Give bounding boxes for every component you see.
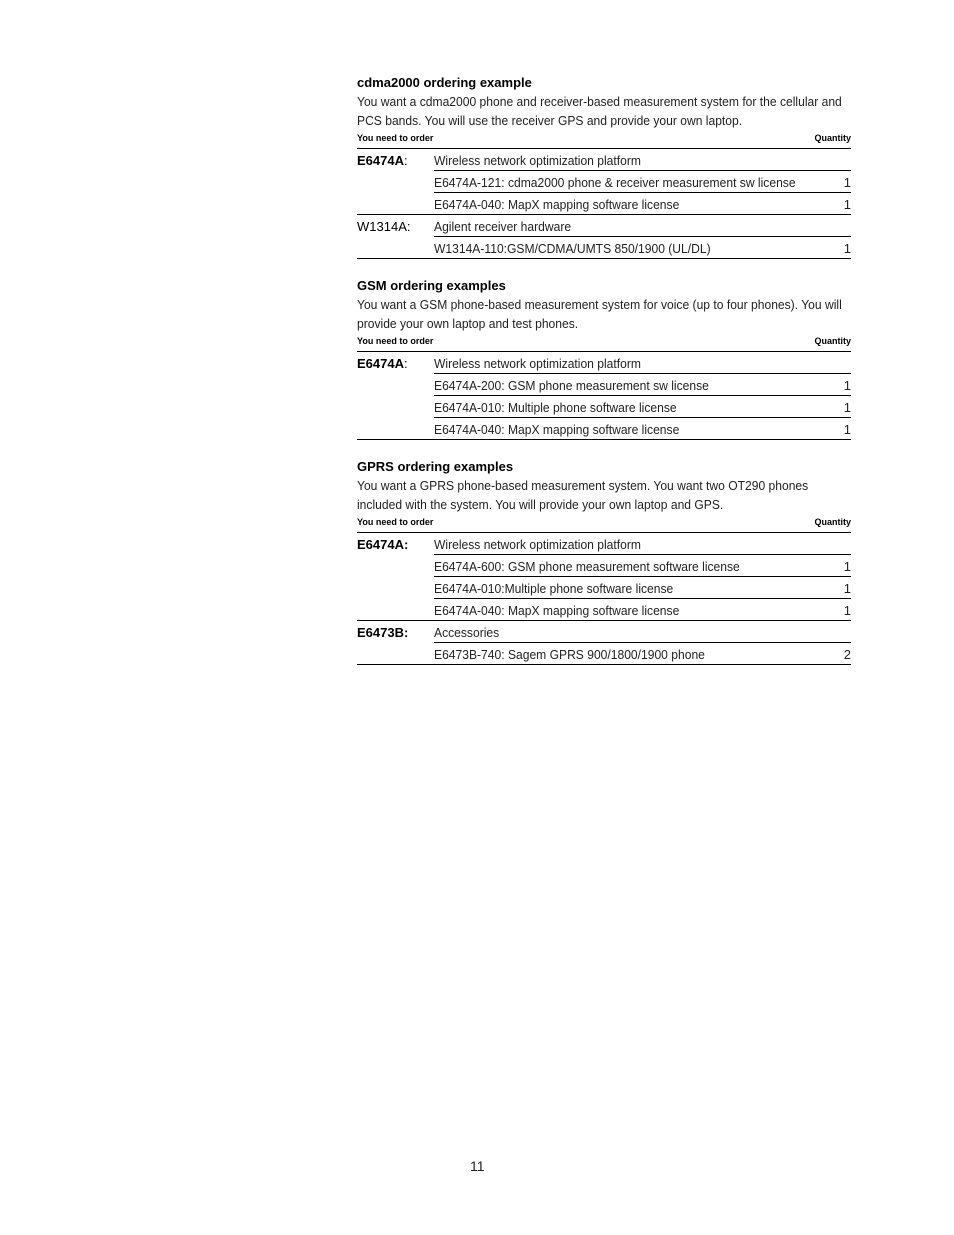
group-title: Agilent receiver hardware xyxy=(434,218,572,234)
section-cdma2000 xyxy=(357,74,851,259)
table-row xyxy=(357,643,851,665)
item-description: E6474A-040: MapX mapping software license xyxy=(434,196,680,212)
group-title: Wireless network optimization platform xyxy=(434,152,641,168)
section-description: You want a cdma2000 phone and receiver-based measurement system for the cellular and PCS bands. You will use the receiver GPS and provide your own laptop. xyxy=(357,94,842,128)
table-row xyxy=(357,621,851,643)
table-row xyxy=(357,374,851,396)
item-description: E6474A-600: GSM phone measurement software license xyxy=(434,558,740,574)
section-gprs xyxy=(357,458,851,665)
item-quantity: 1 xyxy=(843,240,851,256)
section-description: You want a GPRS phone-based measurement system. You want two OT290 phones included with the system. You will provide your own laptop and GPS. xyxy=(357,478,809,512)
part-number: W1314A: xyxy=(357,218,411,234)
column-headers xyxy=(357,132,851,149)
item-quantity: 1 xyxy=(843,377,851,393)
table-row xyxy=(357,599,851,621)
item-quantity: 1 xyxy=(843,558,851,574)
table-row xyxy=(357,149,851,171)
column-header-quantity: Quantity xyxy=(814,133,851,143)
section-gsm xyxy=(357,277,851,440)
item-quantity: 1 xyxy=(843,399,851,415)
section-title: GPRS ordering examples xyxy=(357,459,514,474)
column-header-quantity: Quantity xyxy=(814,336,851,346)
column-header-order: You need to order xyxy=(357,133,434,143)
item-quantity: 1 xyxy=(843,580,851,596)
group-title: Wireless network optimization platform xyxy=(434,536,641,552)
section-title: GSM ordering examples xyxy=(357,278,506,293)
item-quantity: 2 xyxy=(843,646,851,662)
table-row xyxy=(357,193,851,215)
item-description: W1314A-110:GSM/CDMA/UMTS 850/1900 (UL/DL) xyxy=(434,240,711,256)
table-row xyxy=(357,352,851,374)
item-description: E6473B-740: Sagem GPRS 900/1800/1900 phone xyxy=(434,646,705,662)
page-number: 11 xyxy=(470,1158,485,1174)
table-row xyxy=(357,418,851,440)
item-quantity: 1 xyxy=(843,602,851,618)
table-row xyxy=(357,577,851,599)
group-title: Accessories xyxy=(434,624,500,640)
column-header-quantity: Quantity xyxy=(814,517,851,527)
table-row xyxy=(357,237,851,259)
table-row xyxy=(357,555,851,577)
group-title: Wireless network optimization platform xyxy=(434,355,641,371)
section-description: You want a GSM phone-based measurement system for voice (up to four phones). You will provide your own laptop and test phones. xyxy=(357,297,842,331)
item-quantity: 1 xyxy=(843,174,851,190)
part-number: E6474A: xyxy=(357,152,408,168)
table-row xyxy=(357,396,851,418)
item-description: E6474A-200: GSM phone measurement sw license xyxy=(434,377,709,393)
part-number: E6474A: xyxy=(357,536,409,552)
section-title: cdma2000 ordering example xyxy=(357,75,532,90)
item-quantity: 1 xyxy=(843,196,851,212)
column-header-order: You need to order xyxy=(357,517,434,527)
item-description: E6474A-040: MapX mapping software license xyxy=(434,602,680,618)
table-row xyxy=(357,215,851,237)
item-description: E6474A-040: MapX mapping software license xyxy=(434,421,680,437)
column-headers xyxy=(357,335,851,352)
column-headers xyxy=(357,516,851,533)
item-description: E6474A-010: Multiple phone software license xyxy=(434,399,677,415)
item-quantity: 1 xyxy=(843,421,851,437)
item-description: E6474A-010:Multiple phone software license xyxy=(434,580,674,596)
part-number: E6474A: xyxy=(357,355,408,371)
column-header-order: You need to order xyxy=(357,336,434,346)
table-row xyxy=(357,171,851,193)
table-row xyxy=(357,533,851,555)
part-number: E6473B: xyxy=(357,624,409,640)
document-content xyxy=(357,74,851,683)
item-description: E6474A-121: cdma2000 phone & receiver measurement sw license xyxy=(434,174,796,190)
